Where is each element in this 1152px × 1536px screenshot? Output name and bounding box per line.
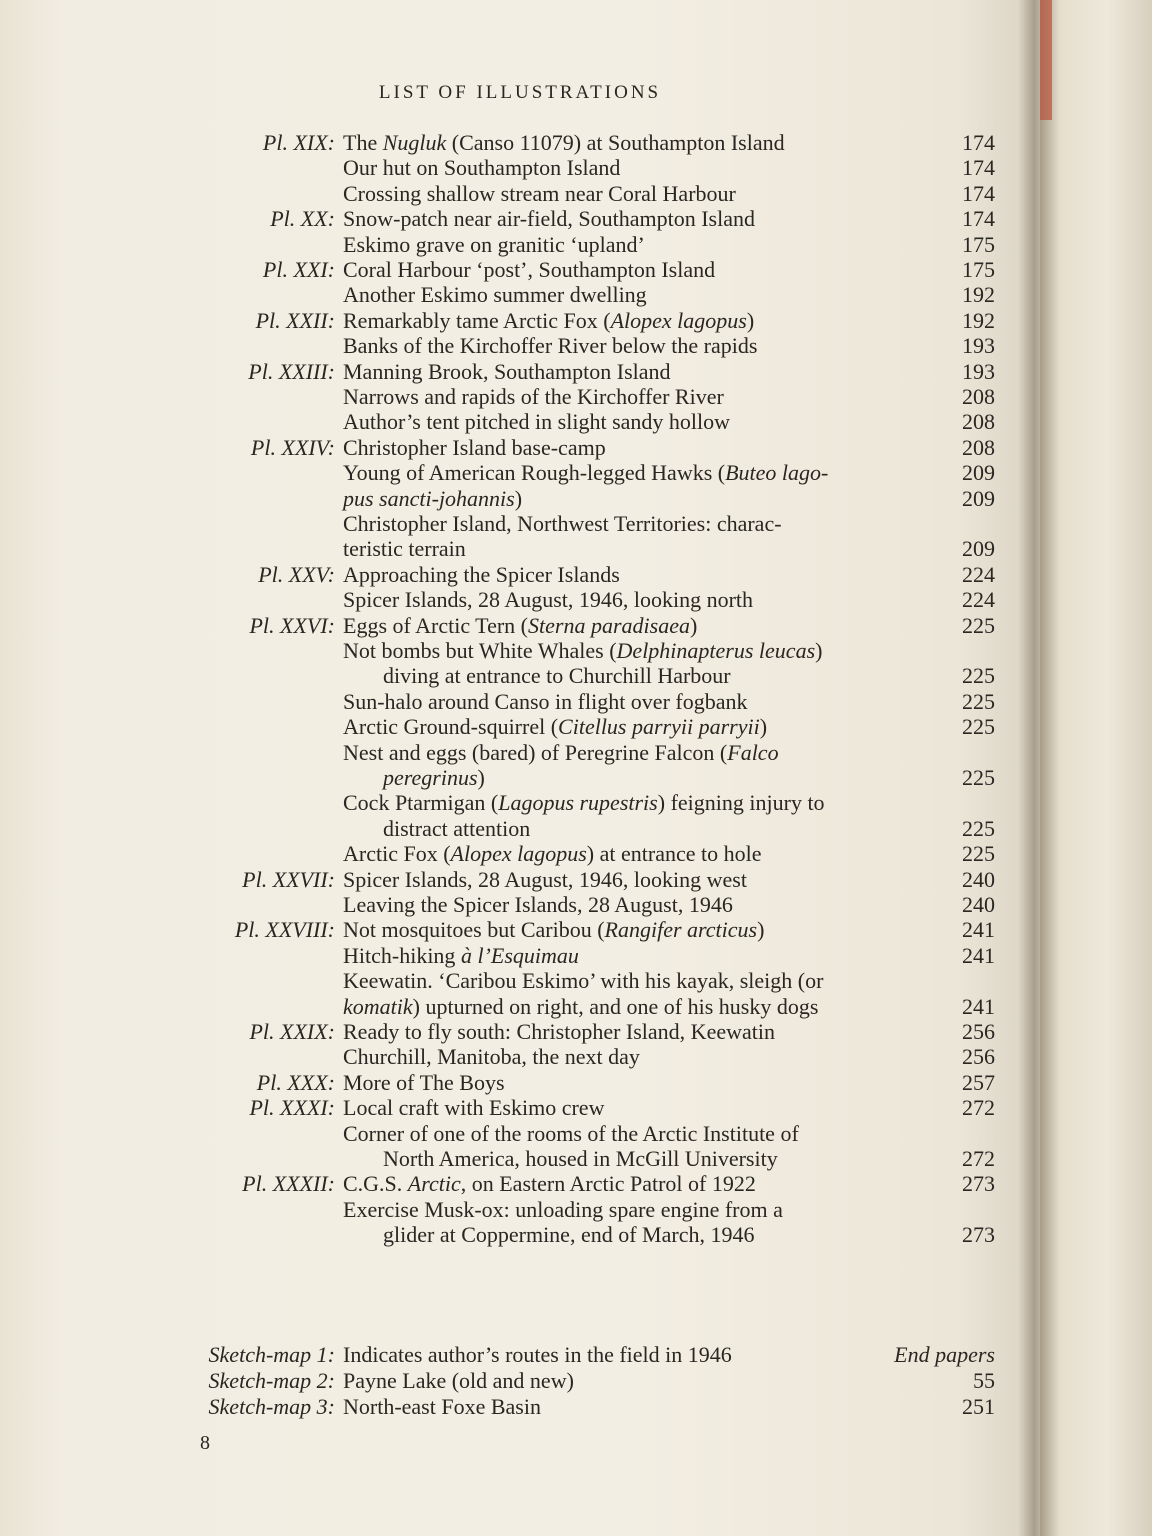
plate-label: Pl. XXVI:: [249, 612, 335, 638]
page-ref: 273: [962, 1222, 995, 1248]
page-ref: 224: [962, 561, 995, 587]
caption: Narrows and rapids of the Kirchoffer River: [343, 384, 724, 409]
cover-edge: [1040, 0, 1052, 120]
page-ref: 240: [962, 892, 995, 917]
plate-label: Pl. XX:: [270, 206, 335, 232]
page-ref: End papers: [894, 1342, 995, 1367]
page-ref: 192: [962, 282, 995, 308]
caption: Author’s tent pitched in slight sandy hollow: [343, 409, 731, 435]
plate-label: Pl. XXXI:: [249, 1095, 335, 1121]
page-ref: 193: [962, 358, 995, 384]
page-ref: 175: [962, 231, 995, 257]
caption: North America, housed in McGill University: [383, 1146, 778, 1171]
caption: Sun-halo around Canso in flight over fogbank: [343, 688, 748, 714]
caption: teristic terrain: [343, 536, 466, 562]
page-ref: 225: [962, 688, 995, 714]
caption: Corner of one of the rooms of the Arctic Institute of: [343, 1120, 799, 1146]
book-page-right-edge: [1040, 0, 1152, 1536]
caption: Crossing shallow stream near Coral Harbour: [343, 180, 736, 206]
caption: Hitch-hiking à l’Esquimau: [343, 942, 579, 968]
caption: Cock Ptarmigan (Lagopus rupestris) feigning injury to: [343, 790, 825, 816]
page-ref: 240: [962, 866, 995, 892]
page-ref: 272: [962, 1146, 995, 1171]
page-ref: 174: [962, 180, 995, 206]
page-ref: 174: [962, 130, 995, 155]
caption: Approaching the Spicer Islands: [343, 561, 620, 587]
page-ref: 209: [962, 536, 995, 562]
caption: The Nugluk (Canso 11079) at Southampton Island: [343, 130, 785, 155]
page-ref: 208: [962, 434, 995, 460]
caption: Banks of the Kirchoffer River below the rapids: [343, 333, 758, 359]
page-ref: 174: [962, 155, 995, 181]
plate-label: Pl. XIX:: [262, 130, 335, 155]
page-ref: 55: [973, 1368, 995, 1393]
caption: pus sancti-johannis): [343, 485, 523, 511]
caption: More of The Boys: [343, 1069, 505, 1095]
caption: Leaving the Spicer Islands, 28 August, 1946: [343, 892, 733, 917]
caption: Not mosquitoes but Caribou (Rangifer arcticus): [343, 917, 765, 943]
caption: Arctic Ground-squirrel (Citellus parryii parryii): [343, 714, 768, 740]
caption: Christopher Island, Northwest Territories: charac-: [343, 511, 782, 536]
page-ref: 174: [962, 206, 995, 232]
caption: North-east Foxe Basin: [343, 1394, 541, 1419]
caption: Remarkably tame Arctic Fox (Alopex lagopus): [343, 307, 755, 333]
caption: Young of American Rough-legged Hawks (Buteo lago-: [343, 460, 829, 486]
caption: Eskimo grave on granitic ‘upland’: [343, 231, 645, 257]
list-item: [0, 1392, 1040, 1422]
page-ref: 225: [962, 612, 995, 638]
page-ref: 175: [962, 257, 995, 282]
page-ref: 225: [962, 714, 995, 740]
page-ref: 241: [962, 942, 995, 968]
caption: Local craft with Eskimo crew: [343, 1095, 605, 1121]
plate-label: Sketch-map 1:: [208, 1342, 335, 1367]
caption: Exercise Musk-ox: unloading spare engine from a: [343, 1196, 783, 1222]
caption: diving at entrance to Churchill Harbour: [383, 663, 731, 689]
plate-label: Pl. XXII:: [255, 307, 335, 333]
plate-label: Pl. XXIX:: [249, 1019, 335, 1044]
caption: Churchill, Manitoba, the next day: [343, 1044, 640, 1070]
page-ref: 241: [962, 917, 995, 943]
caption: Payne Lake (old and new): [343, 1368, 574, 1393]
caption: Nest and eggs (bared) of Peregrine Falcon (Falco: [343, 739, 779, 765]
caption: glider at Coppermine, end of March, 1946: [383, 1222, 755, 1248]
caption: komatik) upturned on right, and one of his husky dogs: [343, 993, 819, 1019]
page-ref: 251: [962, 1394, 995, 1419]
caption: Not bombs but White Whales (Delphinapterus leucas): [343, 638, 823, 663]
caption: Arctic Fox (Alopex lagopus) at entrance to hole: [343, 841, 762, 867]
caption: C.G.S. Arctic, on Eastern Arctic Patrol of 1922: [343, 1171, 756, 1197]
caption: Eggs of Arctic Tern (Sterna paradisaea): [343, 612, 698, 638]
plate-label: Pl. XXVII:: [242, 866, 335, 892]
page-ref: 272: [962, 1095, 995, 1121]
page-ref: 225: [962, 765, 995, 790]
caption: Our hut on Southampton Island: [343, 155, 621, 181]
page-ref: 225: [962, 841, 995, 867]
caption: Ready to fly south: Christopher Island, Keewatin: [343, 1019, 775, 1044]
caption: Manning Brook, Southampton Island: [343, 358, 671, 384]
caption: distract attention: [383, 815, 531, 841]
page-ref: 209: [962, 460, 995, 486]
page-ref: 208: [962, 409, 995, 435]
caption: Coral Harbour ‘post’, Southampton Island: [343, 257, 716, 282]
page-ref: 225: [962, 815, 995, 841]
caption: Keewatin. ‘Caribou Eskimo’ with his kayak, sleigh (or: [343, 968, 824, 994]
page-ref: 241: [962, 993, 995, 1019]
plate-label: Pl. XXV:: [258, 561, 335, 587]
page-ref: 256: [962, 1044, 995, 1070]
caption: Another Eskimo summer dwelling: [343, 282, 647, 308]
plate-label: Pl. XXXII:: [242, 1171, 335, 1197]
plate-label: Pl. XXX:: [256, 1069, 335, 1095]
caption: Snow-patch near air-field, Southampton Island: [343, 206, 755, 232]
page-header: LIST OF ILLUSTRATIONS: [378, 82, 662, 103]
caption: Spicer Islands, 28 August, 1946, looking west: [343, 866, 747, 892]
list-item: [0, 1220, 1040, 1250]
page-ref: 256: [962, 1019, 995, 1044]
caption: Spicer Islands, 28 August, 1946, looking north: [343, 587, 754, 613]
plate-label: Pl. XXIII:: [248, 358, 335, 384]
page-ref: 208: [962, 384, 995, 409]
page-ref: 225: [962, 663, 995, 689]
plate-label: Pl. XXIV:: [250, 434, 335, 460]
page-ref: 224: [962, 587, 995, 613]
caption: Christopher Island base-camp: [343, 434, 606, 460]
page-ref: 209: [962, 485, 995, 511]
page-ref: 192: [962, 307, 995, 333]
page-ref: 193: [962, 333, 995, 359]
plate-label: Pl. XXVIII:: [234, 917, 335, 943]
caption: Indicates author’s routes in the field in 1946: [343, 1342, 732, 1367]
page-ref: 273: [962, 1171, 995, 1197]
plate-label: Sketch-map 2:: [208, 1368, 335, 1393]
plate-label: Sketch-map 3:: [208, 1394, 335, 1419]
page-ref: 257: [962, 1069, 995, 1095]
caption: peregrinus): [383, 765, 485, 790]
page-number: 8: [200, 1432, 210, 1454]
plate-label: Pl. XXI:: [262, 257, 335, 282]
